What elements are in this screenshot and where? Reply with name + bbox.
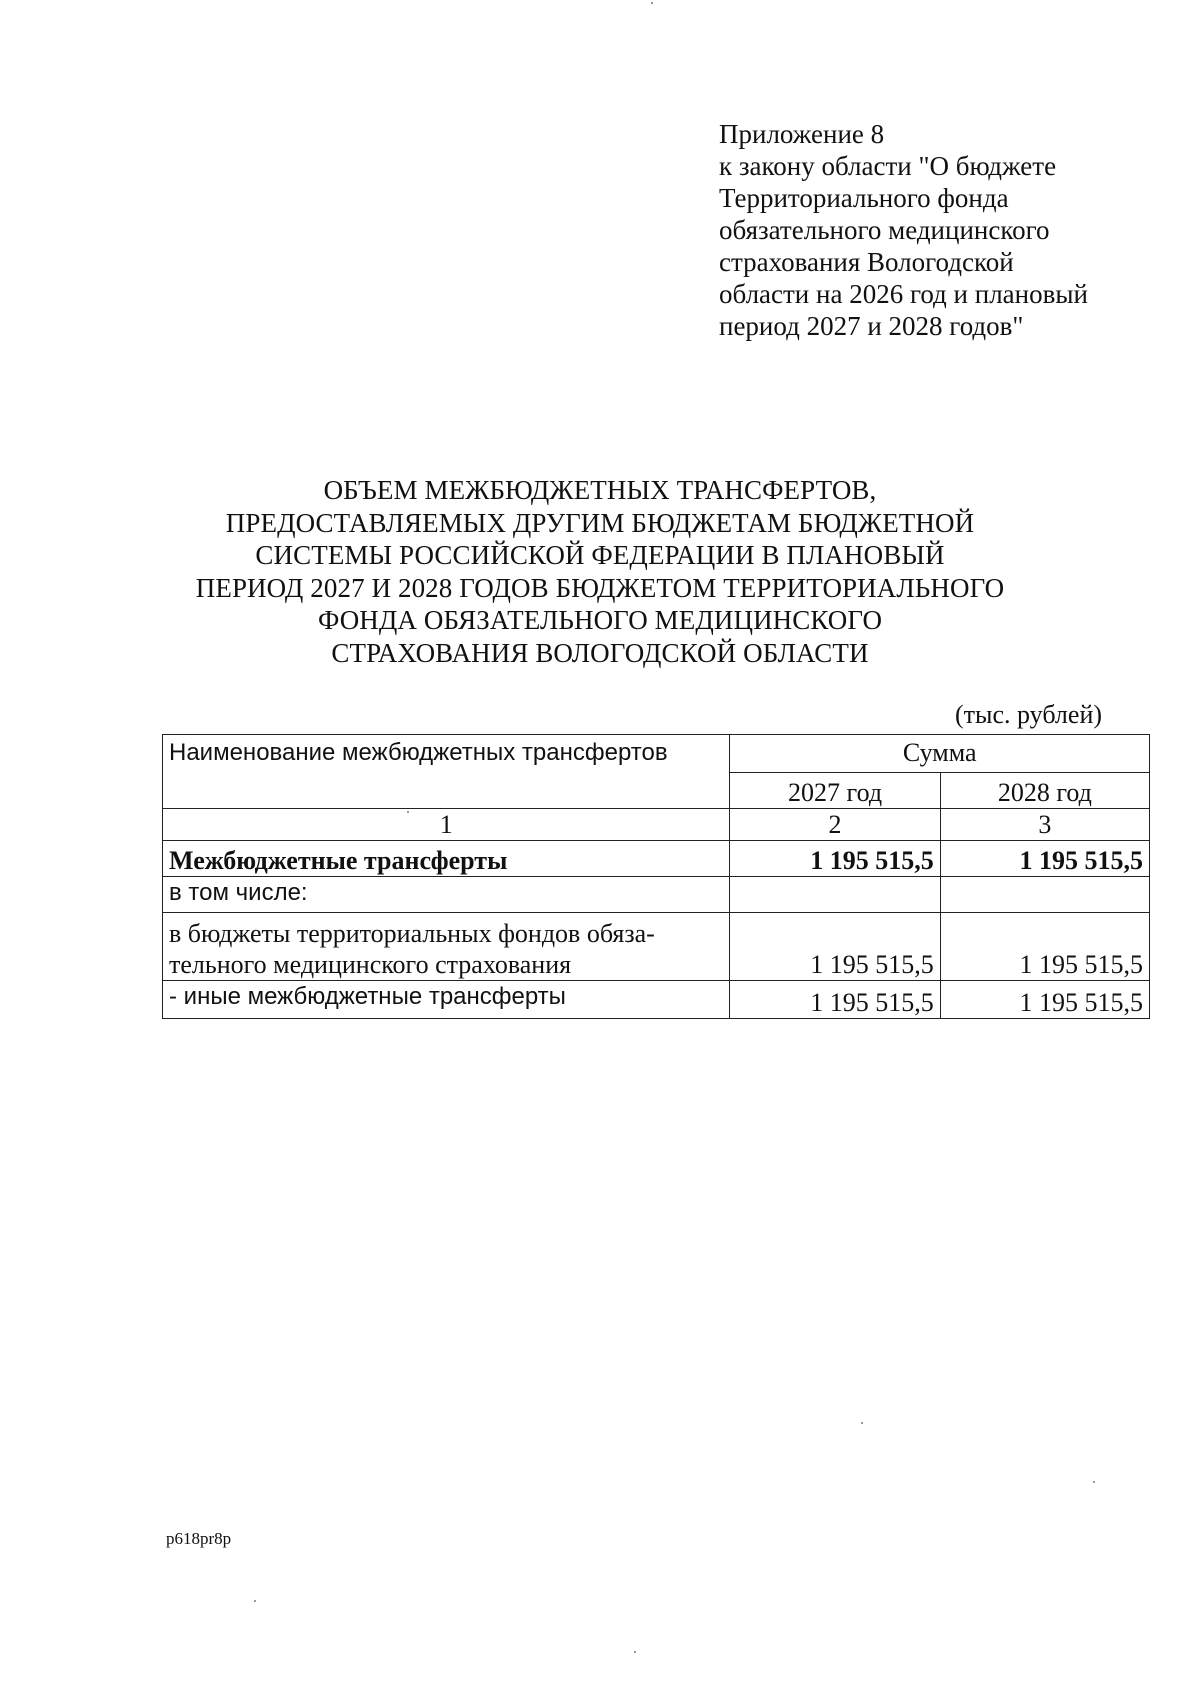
scan-speck <box>254 1600 256 1602</box>
appendix-line: к закону области "О бюджете <box>719 151 1057 181</box>
appendix-line: период 2027 и 2028 годов" <box>719 311 1024 341</box>
table-row <box>163 981 1150 1019</box>
column-number: 1 <box>163 809 730 841</box>
table-row <box>163 913 1150 981</box>
document-title <box>150 474 1050 669</box>
row-value-2028: 1 195 515,5 <box>940 981 1149 1019</box>
appendix-line: страхования Вологодской <box>719 247 1014 277</box>
row-value-2027: 1 195 515,5 <box>730 981 940 1019</box>
table-row <box>163 877 1150 913</box>
scan-speck <box>861 1422 863 1424</box>
row-value-2028 <box>940 877 1149 913</box>
title-line: ПРЕДОСТАВЛЯЕМЫХ ДРУГИМ БЮДЖЕТАМ БЮДЖЕТНОЙ <box>225 507 975 538</box>
title-line: СИСТЕМЫ РОССИЙСКОЙ ФЕДЕРАЦИИ В ПЛАНОВЫЙ <box>255 540 945 570</box>
units-label: (тыс. рублей) <box>955 700 1103 729</box>
row-value-2027: 1 195 515,5 <box>730 841 940 877</box>
header-sum-cell: Сумма <box>730 735 1150 773</box>
row-value-2028: 1 195 515,5 <box>940 841 1149 877</box>
row-name: Межбюджетные трансферты <box>163 841 730 877</box>
header-year-2028: 2028 год <box>940 773 1149 809</box>
table-row <box>163 841 1150 877</box>
appendix-line: обязательного медицинского <box>719 215 1050 245</box>
row-name <box>163 913 730 981</box>
appendix-line: Территориального фонда <box>719 183 1009 213</box>
scan-speck <box>651 2 653 4</box>
column-number: 2 <box>730 809 940 841</box>
row-value-2027: 1 195 515,5 <box>730 913 940 981</box>
appendix-line: Приложение 8 <box>719 119 885 149</box>
document-code: p618pr8p <box>166 1529 232 1548</box>
scan-speck <box>407 811 409 813</box>
header-name-cell: Наименование межбюджетных трансфертов <box>163 735 730 809</box>
scan-speck <box>634 1651 636 1653</box>
appendix-line: области на 2026 год и плановый <box>719 279 1088 309</box>
title-line: СТРАХОВАНИЯ ВОЛОГОДСКОЙ ОБЛАСТИ <box>331 637 869 668</box>
row-name-line: тельного медицинского страхования <box>169 950 572 979</box>
title-line: ПЕРИОД 2027 И 2028 ГОДОВ БЮДЖЕТОМ ТЕРРИТОРИАЛЬНОГО <box>195 572 1005 603</box>
row-name: - иные межбюджетные трансферты <box>163 981 730 1019</box>
scan-speck <box>1093 1481 1095 1483</box>
transfers-table <box>162 734 1150 1019</box>
title-line: ОБЪЕМ МЕЖБЮДЖЕТНЫХ ТРАНСФЕРТОВ, <box>323 475 877 505</box>
column-numbers-row <box>163 809 1150 841</box>
row-value-2027 <box>730 877 940 913</box>
title-line: ФОНДА ОБЯЗАТЕЛЬНОГО МЕДИЦИНСКОГО <box>317 605 883 635</box>
row-name: в том числе: <box>163 877 730 913</box>
column-number: 3 <box>940 809 1149 841</box>
row-name-line: в бюджеты территориальных фондов обяза- <box>169 919 655 948</box>
appendix-note <box>719 118 1139 342</box>
header-row <box>163 735 1150 773</box>
row-value-2028: 1 195 515,5 <box>940 913 1149 981</box>
header-year-2027: 2027 год <box>730 773 940 809</box>
